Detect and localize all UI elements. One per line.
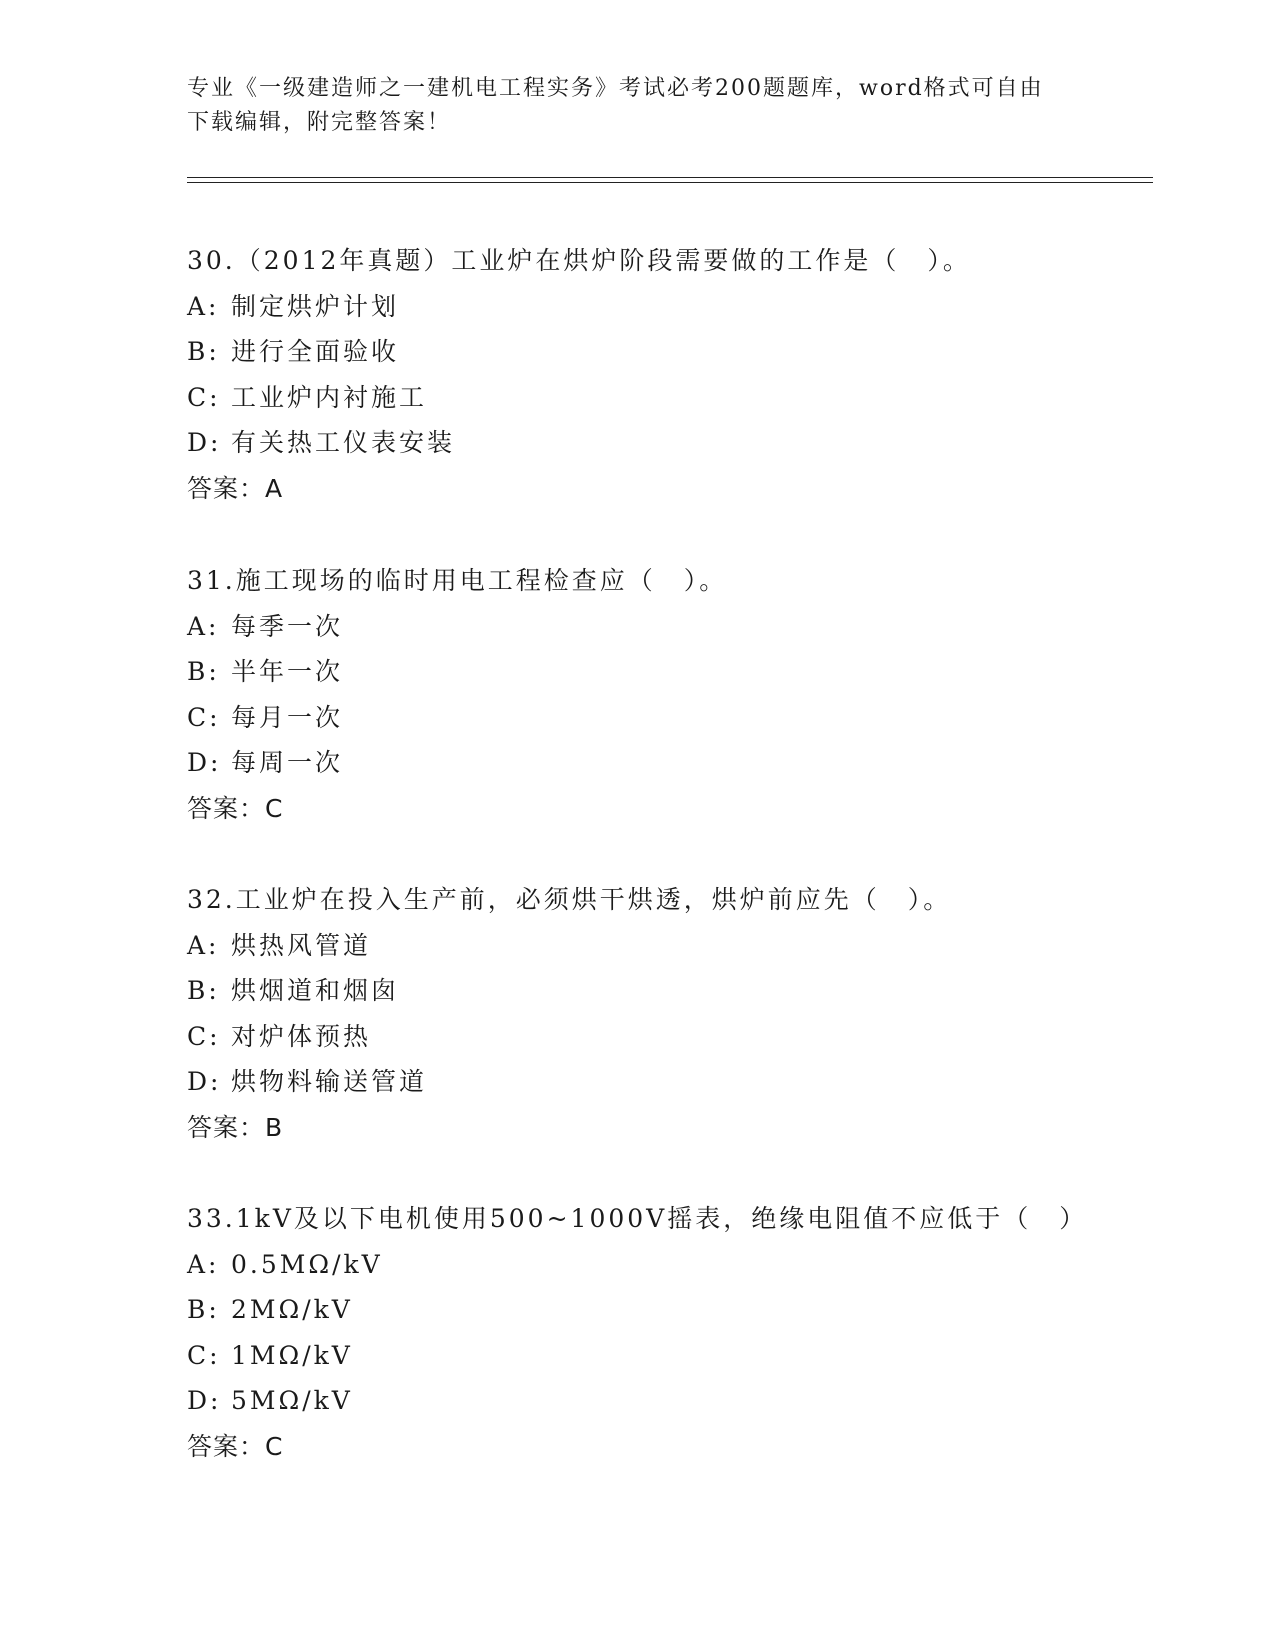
question-stem: 30.（2012年真题）工业炉在烘炉阶段需要做的工作是（ ）。 — [187, 246, 971, 275]
option-c — [187, 695, 1167, 741]
question-stem: 32.工业炉在投入生产前，必须烘干烘透，烘炉前应先（ ）。 — [187, 885, 952, 914]
answer-label: 答案：A — [187, 473, 284, 503]
question-stem: 31.施工现场的临时用电工程检查应（ ）。 — [187, 566, 728, 595]
option-letter: B: — [187, 337, 220, 366]
option-letter: A: — [187, 1249, 220, 1279]
header-divider-top — [187, 177, 1153, 178]
option-letter: B: — [187, 1295, 220, 1324]
option-letter: A: — [187, 291, 220, 321]
option-text: 0.5MΩ/kV — [231, 1249, 383, 1279]
header-line-2: 下载编辑，附完整答案！ — [187, 110, 452, 135]
option-letter: A: — [187, 611, 220, 641]
question-30 — [187, 238, 1167, 511]
option-text: 每季一次 — [231, 611, 344, 641]
option-letter: B: — [187, 657, 220, 686]
answer-label: 答案：C — [187, 1431, 284, 1461]
option-a — [187, 1242, 1167, 1288]
question-32 — [187, 877, 1167, 1150]
option-text: 有关热工仪表安装 — [231, 428, 456, 457]
option-text: 烘热风管道 — [231, 930, 372, 960]
option-letter: C: — [187, 1340, 221, 1370]
option-letter: A: — [187, 930, 220, 960]
option-text: 制定烘炉计划 — [231, 291, 400, 321]
option-b — [187, 1287, 1167, 1333]
option-b — [187, 649, 1167, 695]
option-c — [187, 375, 1167, 421]
option-text: 烘物料输送管道 — [231, 1067, 428, 1096]
answer-label: 答案：B — [187, 1112, 284, 1142]
option-text: 对炉体预热 — [231, 1021, 372, 1051]
answer-label: 答案：C — [187, 793, 284, 823]
header-divider-bottom — [187, 182, 1153, 183]
option-letter: B: — [187, 976, 220, 1005]
option-letter: C: — [187, 702, 221, 732]
option-c — [187, 1333, 1167, 1379]
option-text: 1MΩ/kV — [231, 1340, 353, 1370]
option-text: 每月一次 — [231, 702, 344, 732]
question-stem: 33.1kV及以下电机使用500~1000V摇表，绝缘电阻值不应低于（ ） — [187, 1204, 1088, 1233]
option-c — [187, 1014, 1167, 1060]
option-letter: D: — [187, 1067, 222, 1096]
option-letter: C: — [187, 382, 221, 412]
question-31 — [187, 558, 1167, 831]
option-b — [187, 968, 1167, 1014]
header-line-1: 专业《一级建造师之一建机电工程实务》考试必考200题题库，word格式可自由 — [187, 76, 1044, 101]
option-text: 烘烟道和烟囱 — [231, 976, 400, 1005]
option-a — [187, 284, 1167, 330]
option-text: 半年一次 — [231, 657, 344, 686]
option-b — [187, 329, 1167, 375]
option-text: 工业炉内衬施工 — [231, 382, 428, 412]
option-a — [187, 604, 1167, 650]
question-33 — [187, 1196, 1167, 1469]
option-a — [187, 923, 1167, 969]
option-letter: D: — [187, 428, 222, 457]
option-d — [187, 740, 1167, 786]
option-text: 进行全面验收 — [231, 337, 400, 366]
option-d — [187, 420, 1167, 466]
option-d — [187, 1059, 1167, 1105]
option-text: 每周一次 — [231, 748, 344, 777]
option-text: 2MΩ/kV — [231, 1295, 353, 1324]
option-letter: C: — [187, 1021, 221, 1051]
option-d — [187, 1378, 1167, 1424]
option-letter: D: — [187, 1386, 222, 1415]
option-text: 5MΩ/kV — [231, 1386, 353, 1415]
option-letter: D: — [187, 748, 222, 777]
document-header — [187, 72, 1067, 140]
